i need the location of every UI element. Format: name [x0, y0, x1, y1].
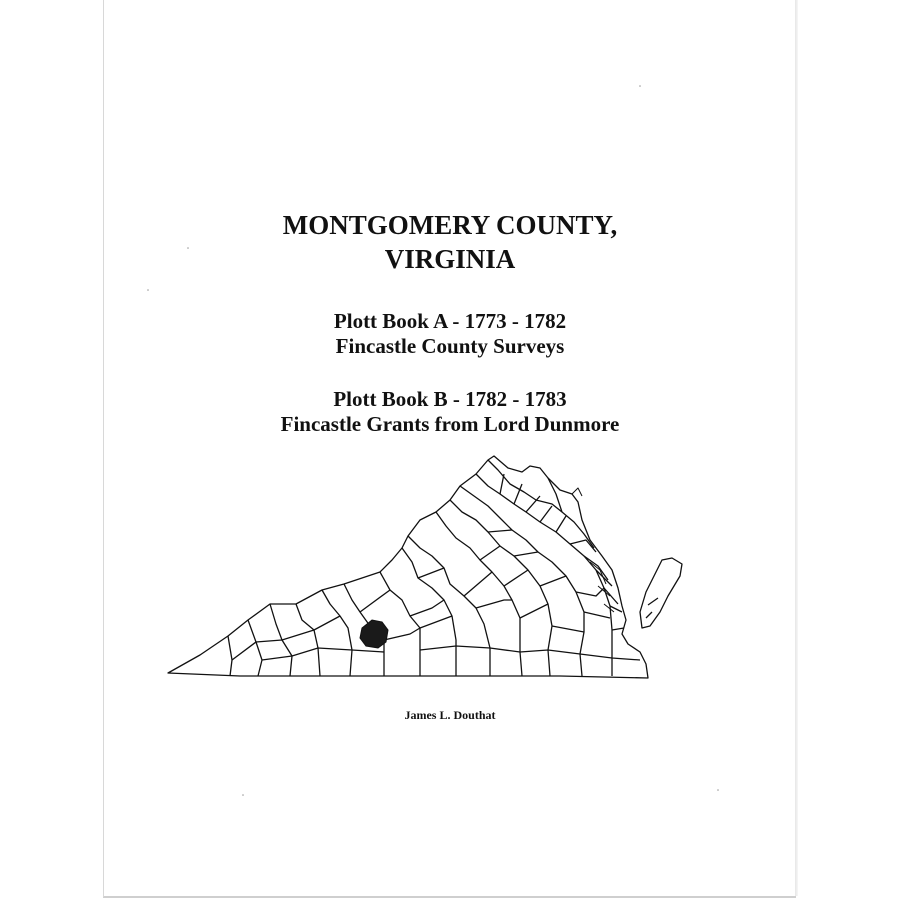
plott-b-line-2: Fincastle Grants from Lord Dunmore — [280, 412, 620, 436]
title-line-1: MONTGOMERY COUNTY, — [282, 210, 618, 240]
author-name: James L. Douthat — [404, 708, 496, 722]
plott-a-line-2: Fincastle County Surveys — [335, 334, 565, 358]
title-line-2: VIRGINIA — [384, 244, 516, 274]
plott-b-line-1: Plott Book B - 1782 - 1783 — [333, 387, 567, 411]
plott-a-line-1: Plott Book A - 1773 - 1782 — [333, 309, 567, 333]
montgomery-county-highlight — [360, 620, 388, 648]
